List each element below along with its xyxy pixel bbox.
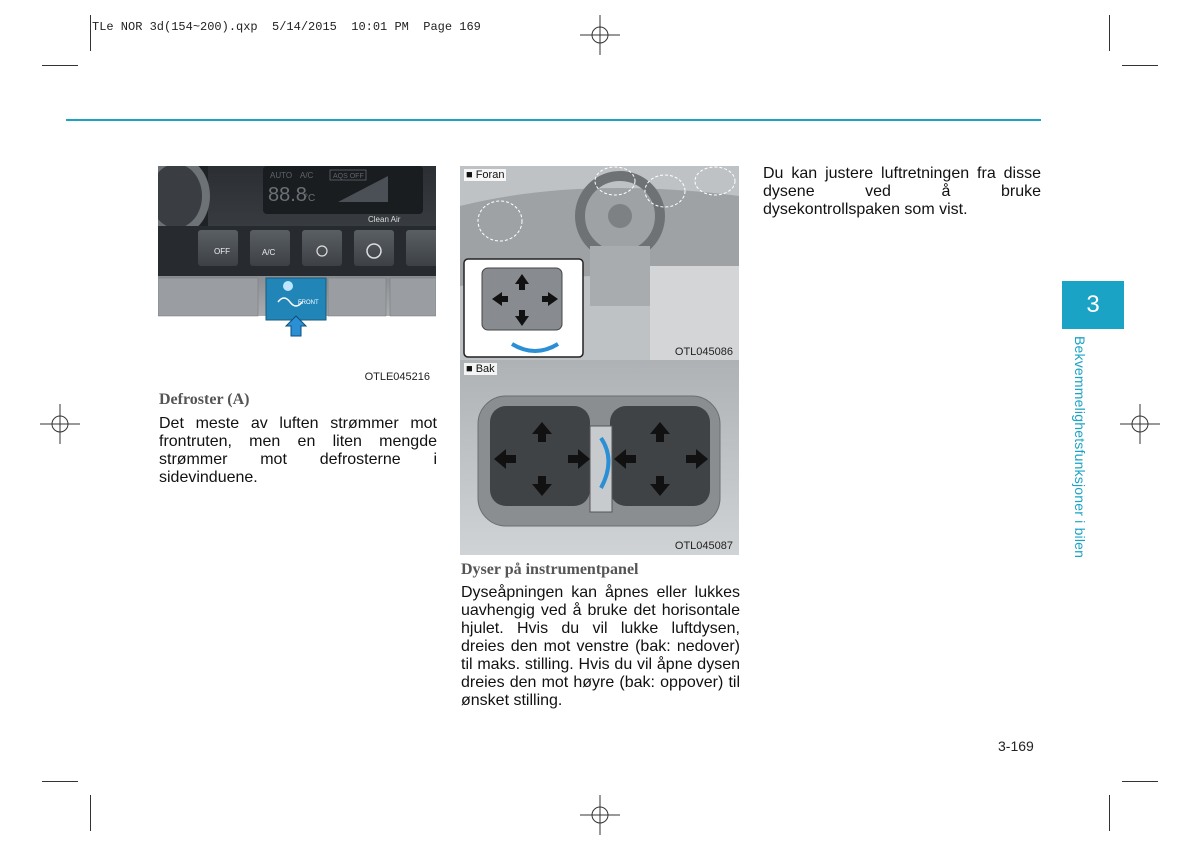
figure-b-front-code: OTL045086	[674, 346, 733, 358]
rear-vents-illustration	[460, 360, 739, 555]
registration-mark-top	[580, 15, 620, 55]
section-a-body: Det meste av luften strømmer mot frontruten, men en liten mengde strømmer mot defrosterne i sidevinduene.	[159, 415, 437, 486]
registration-mark-right	[1120, 404, 1160, 444]
display-temp-text: 88.8	[268, 184, 307, 206]
figure-a-code: OTLE045216	[364, 371, 430, 383]
display-unit-text: °C	[304, 193, 316, 204]
section-a-heading: Defroster (A)	[159, 391, 250, 408]
display-ac-text: A/C	[300, 171, 314, 180]
section-c-body: Du kan justere luftretningen fra disse dysene ved å bruke dysekontrollspaken som vist.	[763, 165, 1041, 218]
section-b-heading: Dyser på instrumentpanel	[461, 561, 639, 578]
front-vents-label-text: Foran	[475, 169, 505, 181]
registration-mark-left	[40, 404, 80, 444]
clean-air-label: Clean Air	[368, 215, 401, 224]
registration-mark-bottom	[580, 795, 620, 835]
button-front-label: FRONT	[298, 300, 319, 306]
button-ac-label: A/C	[262, 248, 276, 257]
figure-b-rear-code: OTL045087	[674, 540, 733, 552]
rear-vents-label: ■ Bak	[466, 363, 495, 375]
display-auto-text: AUTO	[270, 171, 293, 180]
print-slug: TLe NOR 3d(154~200).qxp 5/14/2015 10:01 PM Page 169	[92, 20, 481, 34]
figure-rear-vents	[460, 360, 739, 555]
front-vents-illustration	[460, 166, 739, 361]
header-rule	[66, 119, 1041, 121]
rear-vents-label-text: Bak	[475, 363, 495, 375]
section-b-body: Dyseåpningen kan åpnes eller lukkes uavhengig ved å bruke det horisontale hjulet. Hvis du vil lukke luftdysen, dreies den mot venstre (bak: nedover) til maks. stilling. Hvis du vil åpne dysen dreies den mot høyre (bak: oppover) til ønsket stilling.	[461, 584, 740, 709]
climate-panel-illustration	[158, 166, 436, 386]
chapter-title: Bekvemmelighetsfunksjoner i bilen	[1072, 336, 1088, 559]
figure-climate-panel	[158, 166, 436, 386]
figure-front-vents	[460, 166, 739, 361]
display-aqs-text: AQS OFF	[333, 173, 364, 180]
chapter-tab: 3	[1062, 281, 1124, 329]
page-number: 3-169	[998, 738, 1034, 754]
button-off-label: OFF	[214, 247, 230, 256]
front-vents-label: ■ Foran	[466, 169, 505, 181]
